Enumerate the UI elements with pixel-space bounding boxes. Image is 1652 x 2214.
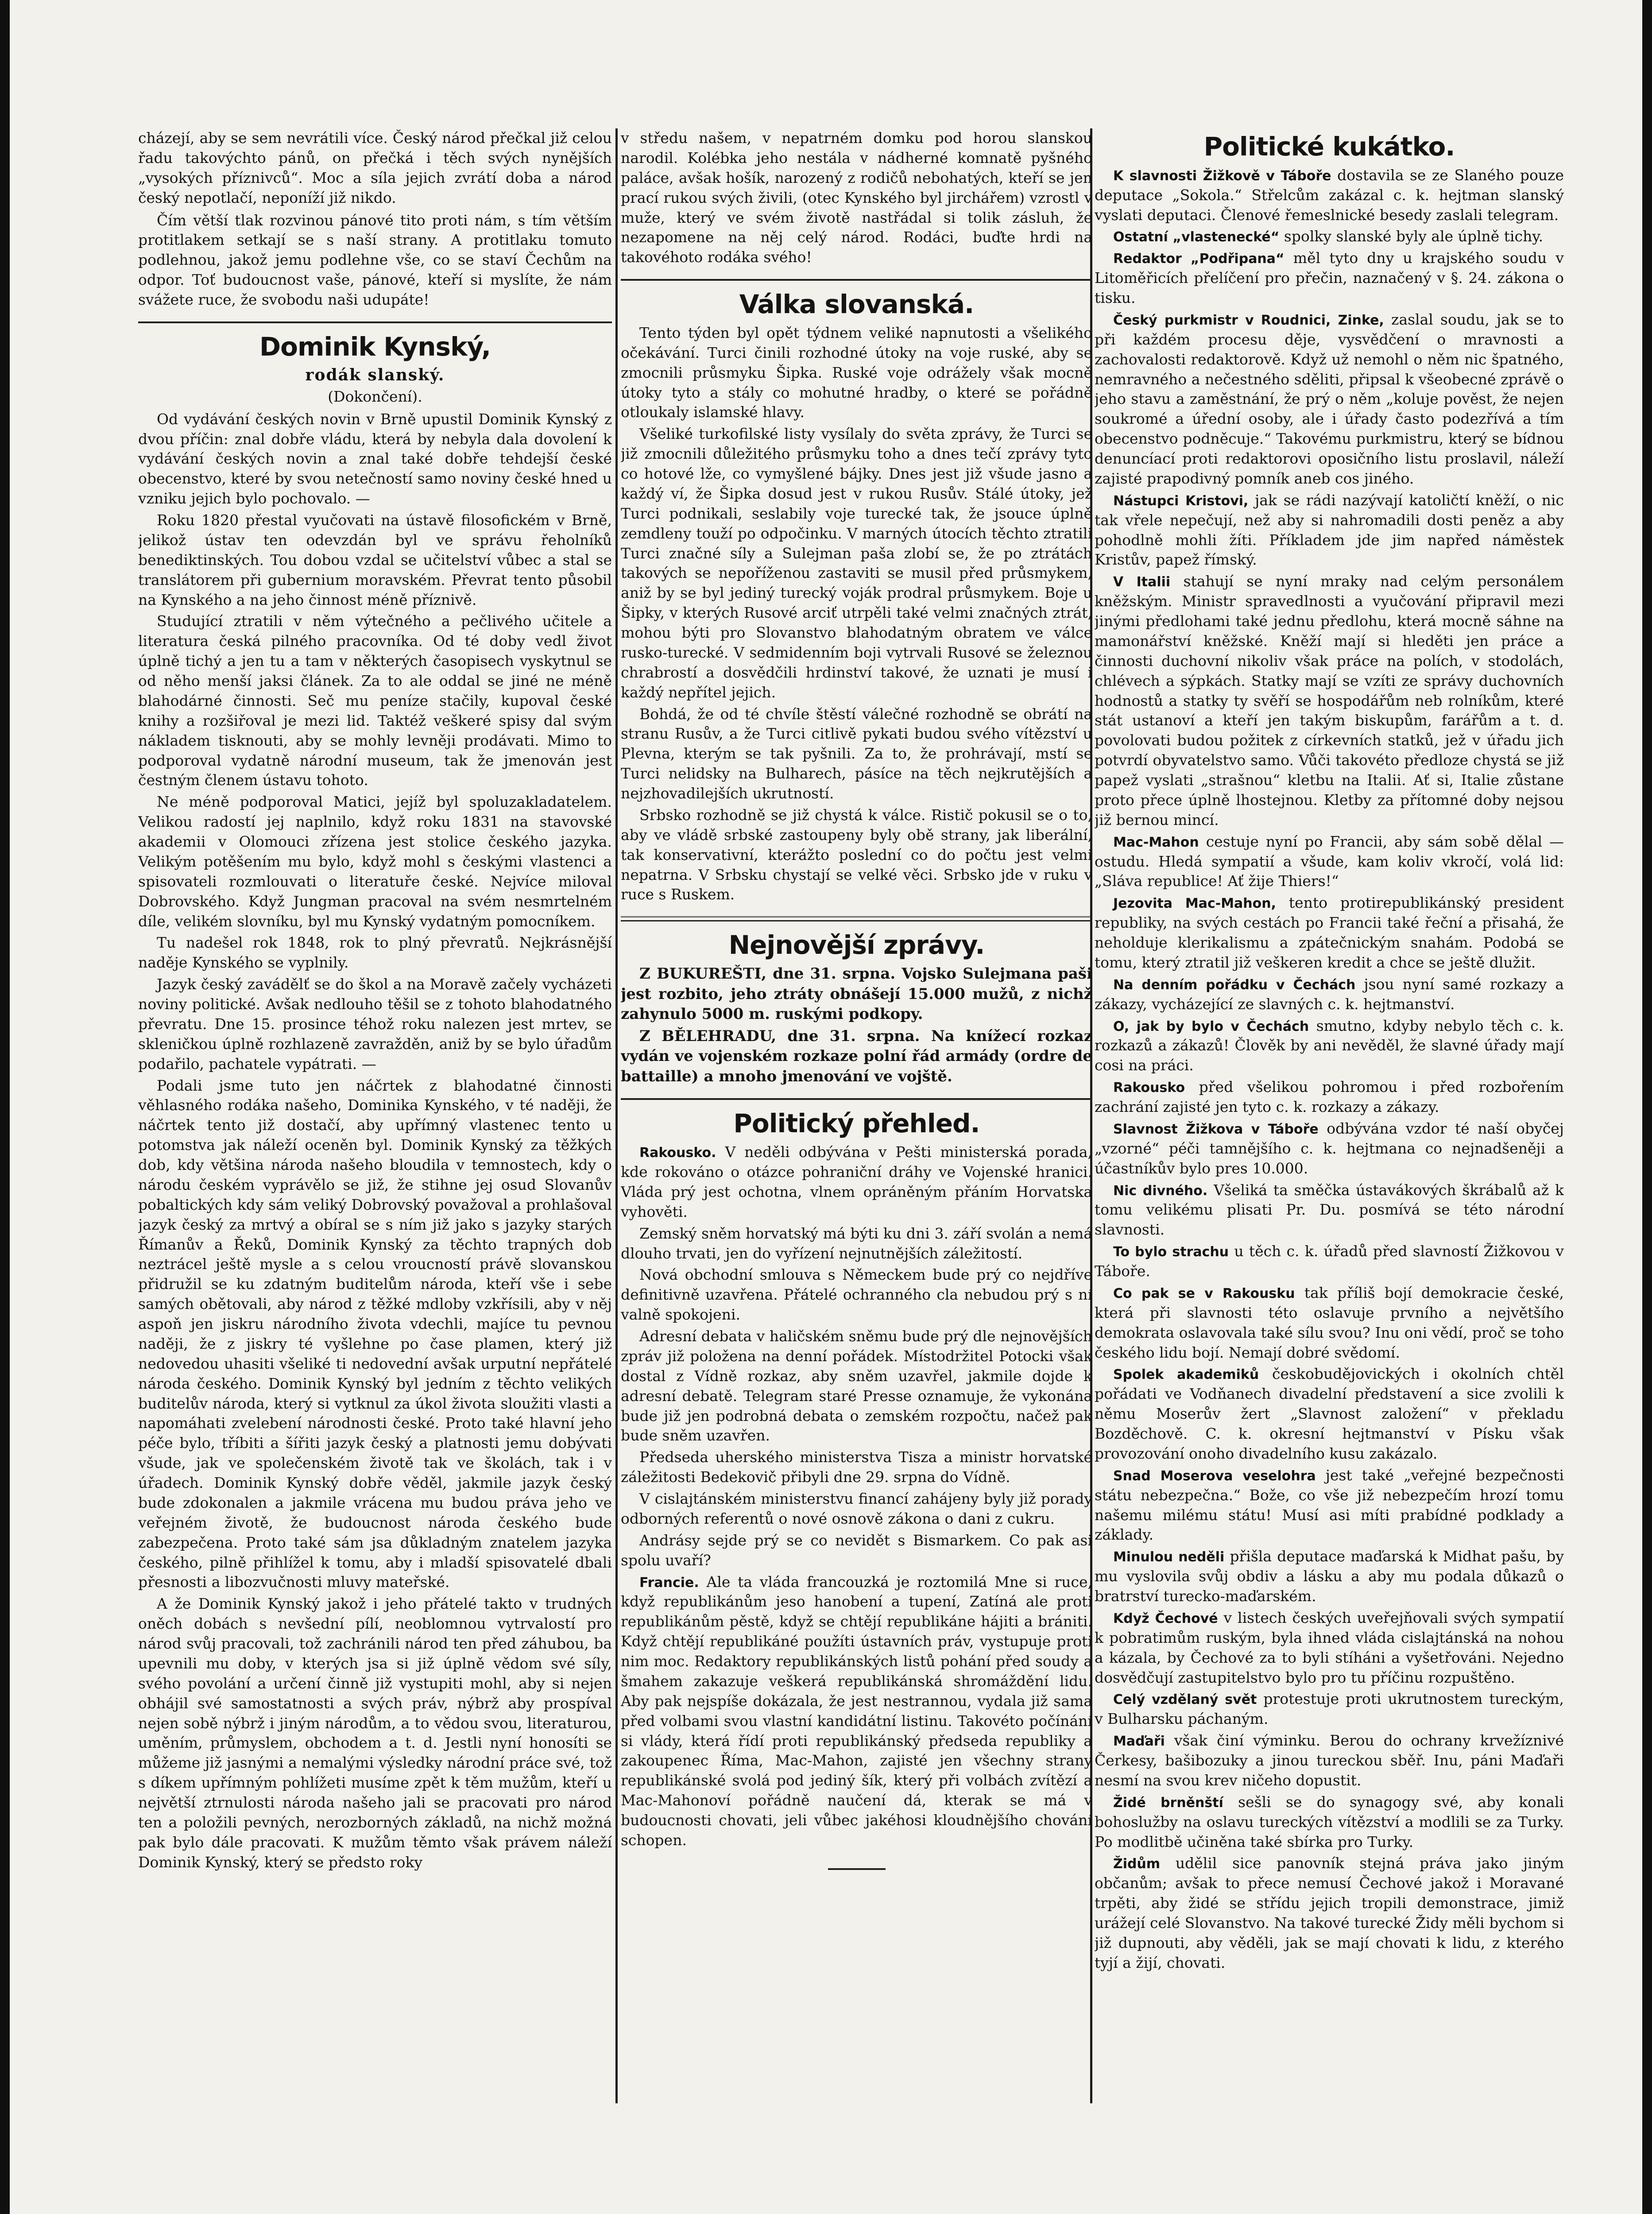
news-item: Z BĚLEHRADU, dne 31. srpna. Na knížecí rozkaz vydán ve vojenském rozkaze polní řád armády (ordre de battaille) a mnoho jmenování ve vojště. xyxy=(621,1027,1092,1085)
item-lead: Slavnost Žižkova v Táboře xyxy=(1113,1121,1319,1137)
kukatko-item xyxy=(1095,1608,1564,1688)
item-lead: Co pak se v Rakousku xyxy=(1113,1285,1295,1301)
paragraph: Jazyk český zavádělť se do škol a na Moravě začely vycházeti noviny politické. Avšak nedlouho těšil se z tohoto blahodatného převratu. Dne 15. prosince téhož roku nalezen jest mrtev, se skleničkou úplně rozhlazeně zavražděn, aniž by se bylo úřadům podařilo, pachatele vypátrati. — xyxy=(138,975,612,1072)
kukatko-item xyxy=(1095,310,1564,489)
paragraph xyxy=(621,1448,1092,1487)
article-title-kynsky: Dominik Kynský, xyxy=(259,331,491,362)
item-text: spolky slanské byly ale úplně tichy. xyxy=(1279,228,1544,245)
kukatko-item xyxy=(1095,1547,1564,1606)
article-title-war: Válka slovanská. xyxy=(739,289,974,320)
kukatko-item xyxy=(1095,1731,1564,1791)
item-text: u těch c. k. úřadů před slavností Žižkovou v Táboře. xyxy=(1095,1242,1564,1280)
paragraph: Tento týden byl opět týdnem veliké napnutosti a všelikého očekávání. Turci činili rozhodné útoky na voje ruské, aby se zmocnili průsmyku Šipka. Ruské voje odrážely však mocně útoky tyto a stály co mohutné hradby, o které se pořádně otloukaly islamské hlavy. xyxy=(621,324,1092,421)
kukatko-item xyxy=(1095,166,1564,225)
paragraph-text: V neděli odbývána v Pešti ministerská porada, kde rokováno o otázce pohraniční dráhy ve Vojenské hranici. Vláda prý jest ochotna, vlnem opráněným přáním Horvatska vyhověti. xyxy=(621,1143,1092,1220)
item-text: protestuje proti ukrutnostem tureckým, v Bulharsku páchaným. xyxy=(1095,1690,1564,1728)
item-lead: Minulou neděli xyxy=(1113,1549,1225,1565)
item-text: jsou nyní samé rozkazy a zákazy, vycházející ze slavných c. k. hejtmanství. xyxy=(1095,975,1564,1013)
item-text: udělil sice panovník stejná práva jako jiným občanům; avšak to přece nemusí Čechové jakož i Moravané trpěti, aby židé se střídu jejich tropili demonstrace, jimiž urážejí celé Slovanstvo. Na takové turecké Židy měli bychom si již dupnouti, aby věděli, jak se mají chovati k lidu, z kterého tyjí a žijí, chovati. xyxy=(1095,1854,1564,1971)
item-lead: Když Čechové xyxy=(1113,1610,1218,1626)
paragraph-text: V cislajtánském ministerstvu financí zahájeny byly již porady odborných referentů o nové osnově zákona o dani z cukru. xyxy=(621,1490,1092,1527)
end-rule xyxy=(828,1868,886,1870)
kukatko-item xyxy=(1095,832,1564,892)
item-text: smutno, kdyby nebylo těch c. k. rozkazů a zákazů! Člověk by ani nevěděl, že slavné úřady mají cosi na práci. xyxy=(1095,1017,1564,1074)
kukatko-item xyxy=(1095,227,1564,247)
paragraph xyxy=(621,1572,1092,1850)
column-left xyxy=(138,128,612,2214)
paragraph: Srbsko rozhodně se již chystá k válce. Ristič pokusil se o to, aby ve vládě srbské zastoupeny byly obě strany, jak liberální, tak konservativní, kterážto poslední co do počtu jest velmi nepatrna. V Srbsku chystají se velké věci. Srbsko jde v ruku v ruce s Ruskem. xyxy=(621,806,1092,903)
kukatko-item xyxy=(1095,1689,1564,1729)
item-lead: Jezovita Mac-Mahon, xyxy=(1113,896,1277,912)
paragraph: Všeliké turkofilské listy vysílaly do světa zprávy, že Turci se již zmocnili důležitého průsmyku toho a dnes tečí zprávy tyto co hotové lže, co vymyšlené bájky. Dnes jest již všude jasno a každý ví, že Šipka dosud jest v rukou Rusův. Stálé útoky, jež Turci podnikali, seslabily voje turecké tak, že jsouce úplně zemdleny touží po odpočinku. V marných útocích těchto ztratili Turci značné síly a Sulejman paša zlobí se, že po ztrátách takových se nepoříženou zastaviti se musil před průsmykem, aniž by se byl jediný turecký voják prodral průsmykem. Boje u Šipky, v kterých Rusové arciť utrpěli také velmi značných ztrát, mohou býti pro Slovanstvo blahodatným obratem ve válce rusko-turecké. V sedmidenním boji vytrvali Rusové se železnou chrabrostí a dosvědčili hrdinství takové, že uznati je musí i každý nepřítel jejich. xyxy=(621,425,1092,701)
paragraph: Bohdá, že od té chvíle štěstí válečné rozhodně se obrátí na stranu Rusův, a že Turci citlivě pykati budou svého vítězství u Plevna, kterým se tak pyšnili. Za to, že prohrávají, mstí se Turci nelidsky na Bulharech, pásíce na těch nejkrutějších a nejzhovadilejších ukrutností. xyxy=(621,705,1092,802)
kukatko-item xyxy=(1095,1242,1564,1281)
paragraph-text: Andrásy sejde prý se co nevidět s Bismarkem. Co pak asi spolu uvaří? xyxy=(621,1531,1092,1569)
paragraph: Podali jsme tuto jen náčrtek z blahodatné činnosti věhlasného rodáka našeho, Dominika Kynského, v té naději, že náčrtek tento již dostačí, aby upřímný vlastenec tento u potomstva jak náleží oceněn byl. Dominik Kynský za těžkých dob, kdy většina národa našeho bloudila v temnostech, kdy o národu českém vyprávělo se již, že stihne jej osud Slovanův pobaltických kdy sám veliký Dobrovský považoval a prohlašoval jazyk český za mrtvý a obíral se s ním již jako s jazyky starých Římanův a Řeků, Dominik Kynský za těchto trapných dob neztrácel ještě mysle a s celou vroucností právě slovanskou přidružil se ku zdatným buditelům národa, kteří vše i sebe samých obětovali, aby národ z těžké mdloby vzkřísili, aby v něj aspoň jen jiskru národního života vdechli, majíce tu pevnou naději, že z jiskry té vyšlehne po čase plamen, který již nedovedou uhasiti všeliké ti nedovední avšak urputní nepřátelé národa českého. Dominik Kynský byl jedním z těchto velikých buditelův národa, který si vytknul za úkol života sloužiti vlasti a napomáhati zvelebení národnosti české. Proto také hlavní jeho péče bylo, tříbiti a šířiti jazyk český a platnosti jemu dobývati všude, jak ve společenském životě tak ve školách, tak i v úřadech. Dominik Kynský dobře věděl, jakmile jazyk český bude zdokonalen a jakmile vrácena mu budou práva jeho ve veřejném životě, že budoucnost národa českého bude zabezpečena. Proto také sám jsa důkladným znatelem jazyka českého, pilně přihlížel k tomu, aby i mladší spisovatelé dbali přesnosti a libozvučnosti mluvy mateřské. xyxy=(138,1076,612,1591)
item-text: měl tyto dny u krajského soudu v Litoměřicích přelíčení pro přečin, naznačený v §. 24. zákona o tisku. xyxy=(1095,249,1564,307)
paragraph-text: Nová obchodní smlouva s Německem bude prý co nejdříve definitivně uzavřena. Přátelé ochranného cla nebudou prý s ní valně spokojeni. xyxy=(621,1266,1092,1324)
item-lead: Český purkmistr v Roudnici, Zinke, xyxy=(1113,312,1384,328)
item-lead: Mac-Mahon xyxy=(1113,834,1199,850)
article-title-overview: Politický přehled. xyxy=(733,1108,980,1139)
item-text: však činí výminku. Berou do ochrany krvežíznivé Čerkesy, bašibozuky a jinou tureckou sběř. Inu, páni Maďaři nesmí na svou krev ničeho dopustit. xyxy=(1095,1732,1564,1789)
section-rule xyxy=(621,1098,1092,1100)
paragraph: Čím větší tlak rozvinou pánové tito proti nám, s tím větším protitlakem setkají se s naší strany. A protitlaku tomuto podlehnou, jakož jemu podlehne vše, co se staví Čechům na odpor. Toť budoucnost vaše, pánové, kteří si myslíte, že nám svážete ruce, že svobodu naši udupáte! xyxy=(138,211,612,308)
kukatko-items xyxy=(1095,166,1564,1973)
item-text: přišla deputace maďarská k Midhat pašu, by mu vyslovila svůj obdiv a lásku a aby mu podala důkazů o bratrství turecko-maďarském. xyxy=(1095,1548,1564,1605)
item-text: českobudějovických i okolních chtěl pořádati ve Vodňanech divadelní představení a sice zvolili k němu Moserův žert „Slavnost založení“ v překladu Bozděchově. C. k. okresní hejtmanství v Písku však provozování onoho divadelního kusu zakázalo. xyxy=(1095,1365,1564,1462)
item-lead: Maďaři xyxy=(1113,1734,1165,1750)
item-text: Všeliká ta směčka ústavákových škrábalů až k tomu velikému plisati Pr. Du. posmívá se této národní slavnosti. xyxy=(1095,1181,1564,1239)
paragraph xyxy=(621,1327,1092,1446)
kukatko-item xyxy=(1095,1854,1564,1973)
item-lead: Židé brněnští xyxy=(1113,1795,1223,1811)
item-text: cestuje nyní po Francii, aby sám sobě dělal — ostudu. Hledá sympatií a všude, kam koliv vkročí, volá lid: „Sláva republice! Ať žije Thiers!“ xyxy=(1095,832,1564,890)
kukatko-item xyxy=(1095,975,1564,1014)
paragraph: A že Dominik Kynský jakož i jeho přátelé takto v trudných oněch dobách s nevšední pílí, neoblomnou vytrvalostí pro národ svůj pracovali, tož zachránili národ ten před záhubou, ba upevnili mu doby, v kterých jsa si již úplně vědom své síly, svého povolání a určení činně již vystupiti mohl, aby si nejen obhájil své samostatnosti a svých práv, nýbrž aby prospíval nejen sobě nýbrž i jiným národům, a to vědou svou, literaturou, uměním, průmyslem, obchodem a t. d. Jestli nyní honosíti se můžeme již jasnými a nemalými výsledky národní práce své, tož s díkem upřímným pohlížeti musíme zpět k těm mužům, kteří u největší ztrnulosti národa našeho jali se pracovati pro národ ten a položili pevných, nerozborných základů, na nichž možná pak bylo dále pracovati. K mužům těmto však právem náleží Dominik Kynský, který se předsto roky xyxy=(138,1595,612,1871)
item-lead: K slavnosti Žižkově v Táboře xyxy=(1113,168,1331,184)
item-text: před všelikou pohromou i před rozbořením zachrání zajisté jen tyto c. k. rozkazy a zákazy. xyxy=(1095,1078,1564,1116)
item-lead: Rakousko xyxy=(1113,1080,1185,1096)
item-text: odbývána vzdor té naší obyčej „vzorné“ péči tamnějšího c. k. hejtmana co nejnadšeněji a účastníkův bylo pres 10.000. xyxy=(1095,1119,1564,1177)
paragraph: Od vydávání českých novin v Brně upustil Dominik Kynský z dvou příčin: znal dobře vládu, která by nebyla dala dovolení k vydávání českých novin a znal také dobře tehdejší české obecenstvo, které by svou netečností samo noviny české hned u vzniku jejich bylo pochovalo. — xyxy=(138,410,612,507)
continued-text: cházejí, aby se sem nevrátili více. Český národ přečkal již celou řadu takovýchto pánů, on přečká i těch svých nynějších „vysokých příznivců“. Moc a síla jejich zvrátí doba a národ český nepotlačí, neponíží již nikdo. xyxy=(138,129,612,206)
paragraph xyxy=(621,1265,1092,1325)
paragraph: Tu nadešel rok 1848, rok to plný převratů. Nejkrásnější naděje Kynského se vyplnily. xyxy=(138,934,612,972)
item-lead: Na denním pořádku v Čechách xyxy=(1113,977,1356,993)
column-right xyxy=(1095,128,1564,2214)
item-lead: V Italii xyxy=(1113,574,1171,590)
continued-text: v středu našem, v nepatrném domku pod horou slanskou narodil. Kolébka jeho nestála v nádherné komnatě pyšného paláce, avšak hošík, narozený z rodičů nebohatých, kteří se jen prací rukou svých živili, (otec Kynského byl jirchářem) vzrostl v muže, který ve svém životě nastřádal si tolik zásluh, že nezapomene na něj celý národ. Rodáci, buďte hrdi na takovéhoto rodáka svého! xyxy=(621,129,1092,266)
paragraph xyxy=(621,1224,1092,1264)
continuation-note: (Dokončení). xyxy=(328,387,422,405)
kukatko-item xyxy=(1095,248,1564,308)
article-title-kukatko: Politické kukátko. xyxy=(1203,132,1455,162)
item-text: v listech českých uveřejňovali svých sympatií k pobratimům ruským, byla ihned vláda cislajtánská na nohou a kázala, by Čechové za to byli stíháni a vyšetřováni. Nejedno dosvědčují zastupitelstvo bylo pro tu příčinu rozpuštěno. xyxy=(1095,1609,1564,1686)
kukatko-item xyxy=(1095,1466,1564,1545)
item-lead: Nástupci Kristovi, xyxy=(1113,493,1249,509)
paragraph: Roku 1820 přestal vyučovati na ústavě filosofickém v Brně, jelikož ústav ten odevzdán byl ve správu řeholníků benediktinských. Tou dobou vzdal se učitelství vůbec a stal se translátorem při gubernium moravském. Převrat tento působil na Kynského a na jeho činnost méně příznivě. xyxy=(138,511,612,608)
kukatko-item xyxy=(1095,1119,1564,1179)
paragraph xyxy=(621,1489,1092,1529)
kukatko-item xyxy=(1095,1364,1564,1463)
kukatko-item xyxy=(1095,1283,1564,1363)
kukatko-item xyxy=(1095,1792,1564,1852)
news-item: Z BUKUREŠTI, dne 31. srpna. Vojsko Sulejmana paši jest rozbito, jeho ztráty obnášejí 15.000 mužů, z nichž zahynulo 5000 m. ruskými podkopy. xyxy=(621,965,1092,1023)
item-text: jest také „veřejné bezpečnosti státu nebezpečna.“ Bože, co vše již nebezpečím hrozí tomu našemu milému státu! Musí asi míti prabídné podklady a základy. xyxy=(1095,1466,1564,1544)
kukatko-item xyxy=(1095,491,1564,570)
item-lead: Redaktor „Podřipana“ xyxy=(1113,251,1284,267)
kukatko-item xyxy=(1095,1181,1564,1240)
item-lead: Ostatní „vlastenecké“ xyxy=(1113,229,1280,245)
item-lead: Celý vzdělaný svět xyxy=(1113,1692,1257,1708)
item-lead: O, jak by bylo v Čechách xyxy=(1113,1018,1309,1034)
paragraph xyxy=(621,1142,1092,1222)
paragraph-lead: Francie. xyxy=(639,1575,699,1591)
paragraph-text: Zemský sněm horvatský má býti ku dni 3. září svolán a nemá dlouho trvati, jen do vyřízení nejnutnějších záležitostí. xyxy=(621,1224,1092,1262)
paragraph: Ne méně podporoval Matici, jejíž byl spoluzakladatelem. Velikou radostí jej naplnilo, když roku 1831 na stavovské akademii v Olomouci zřízena jest stolice českého jazyka. Velikým potěšením mu bylo, když mohl s českými vlastenci a spisovateli rozmlouvati o literatuře české. Nejvíce miloval Dobrovského. Když Jungman pracoval na svém nesmrtelném díle, velikém slovníku, byl mu Kynský vydatným pomocníkem. xyxy=(138,793,612,930)
column-separator xyxy=(615,128,618,2103)
item-text: jak se rádi nazývají katoličtí kněží, o nic tak vřele nepečují, než aby si nahromadili dosti peněz a aby pohodlně mohli žíti. Příkladem jde jim napřed náměstek Kristův, papež římský. xyxy=(1095,491,1564,569)
paragraph-lead: Rakousko. xyxy=(639,1145,716,1161)
paragraph-text: Ale ta vláda francouzká je roztomilá Mne si ruce, když republikánům jeso hanobení a tupení, Zatíná ale proti republikánům pěstě, když se chtějí republikáne hájiti a brániti. Když chtějí republikáné použíti ústavních práv, vystupuje proti nim moc. Redaktory republikánských listů pohání před soudy a šmahem zakazuje veškerá republikánská shromáždění lidu. Aby pak nejspíše dokázala, že jest nestrannou, vydala již sama před volbami svou vlastní kandidátní listinu. Takovéto počínání si vlády, která řídí proti republikánský předseda republiky a zakoupenec Říma, Mac-Mahon, zajisté jen všechny strany republikánské svolá pod jediný šík, který při volbách zvítězí a Mac-Mahonoví pořádně naučení dá, kterak se má v budoucnosti chovati, jeli vůbec jakéhosi kloudnějšího chování schopen. xyxy=(621,1573,1092,1849)
section-rule xyxy=(621,279,1092,281)
item-text: stahují se nyní mraky nad celým personálem kněžským. Ministr spravedlnosti a vyučování připravil mezi jinými předlohami také jednu předlohu, která mocně sáhne na mamonářství kněžské. Kněží mají si hleděti jen práce a činnosti duchovní nikoliv však práce na polích, v stodolách, chlévech a sýpkách. Statky mají se vzíti ze správy duchovních hodnostů a statky ty svěří se hospodářům neb rolníkům, které stát ustanoví a kteří jen takým biskupům, farářům a t. d. povolovati budou požitek z církevních statků, jež v úřadu jich potvrdí obyvatelstvo samo. Vůči takovéto předloze chystá se již papež vyslati „strašnou“ kletbu na Italii. Ať si, Italie zůstane proto přece úplně lhostejnou. Kletby za přítomné doby nejsou již bernou mincí. xyxy=(1095,573,1564,828)
kukatko-item xyxy=(1095,572,1564,830)
item-text: sešli se do synagogy své, aby konali bohoslužby na oslavu tureckých vítězství a modlili se za Turky. Po modlitbě učiněna také sbírka pro Turky. xyxy=(1095,1793,1564,1850)
kukatko-item xyxy=(1095,1016,1564,1076)
item-text: tento protirepublikánský president republiky, na svých cestách po Francii také řeční a přisahá, že neholduje klerikalismu a zpátečnickým snahám. Podobá se tomu, který ztratil již veškeren kredit a chce se ještě dlužit. xyxy=(1095,894,1564,971)
item-text: zaslal soudu, jak se to při každém procesu děje, vysvědčení o mravnosti a zachovalosti redaktorově. Když už nemohl o něm nic špatného, nemravného a nečestného sděliti, připsal k všeobecné zprávě o jeho stavu a zaměstnání, že prý o něm „koluje pověst, že nejen soukromé a úřední osoby, ale i úřady často podezřívá a tím obecenstvo podněcuje.“ Takovému purkmistru, který se bídnou denuncíací proti redaktorovi oposičního listu proslavil, náleží zajisté prapodivný pomník aneb cos jiného. xyxy=(1095,310,1564,487)
paragraph-text: Předseda uherského ministerstva Tisza a ministr horvatské záležitosti Bedekovič přibyli dne 29. srpna do Vídně. xyxy=(621,1448,1092,1486)
kukatko-item xyxy=(1095,893,1564,973)
paragraph-text: Adresní debata v haličském sněmu bude prý dle nejnovějších zpráv již položena na denní pořádek. Místodržitel Potocki však dostal z Vídně rozkaz, aby sněm uzavřel, jakmile dojde k adresní debatě. Telegram staré Presse oznamuje, že vykonána bude již jen podrobná debata o zemském rozpočtu, načež pak bude sněm uzavřen. xyxy=(621,1328,1092,1444)
section-rule xyxy=(138,321,612,323)
column-middle xyxy=(621,128,1092,2214)
paragraph: Studující ztratili v něm výtečného a pečlivého učitele a literatura česká pilného pracovníka. Od té doby vedl život úplně tichý a jen tu a tam v některých časopisech vyskytnul se od něho menší jaksi článek. Za to ale oddal se jiné ne méně blahodárné činnosti. Seč mu peníze stačily, kupoval české knihy a rozšiřoval je mezi lid. Taktéž veškeré spisy dal svým nákladem tisknouti, aby se mohly levněji prodávati. Mimo to podporoval vydatně národní museum, tak že jmenován jest čestným členem ústavu tohoto. xyxy=(138,612,612,789)
paragraph xyxy=(621,1531,1092,1571)
item-lead: Snad Moserova veselohra xyxy=(1113,1468,1316,1484)
item-lead: Nic divného. xyxy=(1113,1183,1208,1199)
article-title-news: Nejnovější zprávy. xyxy=(728,930,985,960)
item-lead: Spolek akademiků xyxy=(1113,1367,1259,1383)
section-rule xyxy=(621,916,1092,921)
article-subtitle: rodák slanský. xyxy=(305,365,445,384)
item-text: dostavila se ze Slaného pouze deputace „Sokola.“ Střelcům zakázal c. k. hejtman slanský vyslati deputaci. Členové řemeslnické besedy zaslali telegram. xyxy=(1095,166,1564,224)
item-lead: Židům xyxy=(1113,1856,1161,1872)
item-lead: To bylo strachu xyxy=(1113,1244,1229,1260)
kukatko-item xyxy=(1095,1077,1564,1117)
item-text: tak příliš bojí demokracie české, která při slavnosti této oslavuje prvního a největšího demokrata oslavovala také sílu svou? Inu oni vědí, proč se toho českého lidu bojí. Nemají dobré svědomí. xyxy=(1095,1284,1564,1361)
